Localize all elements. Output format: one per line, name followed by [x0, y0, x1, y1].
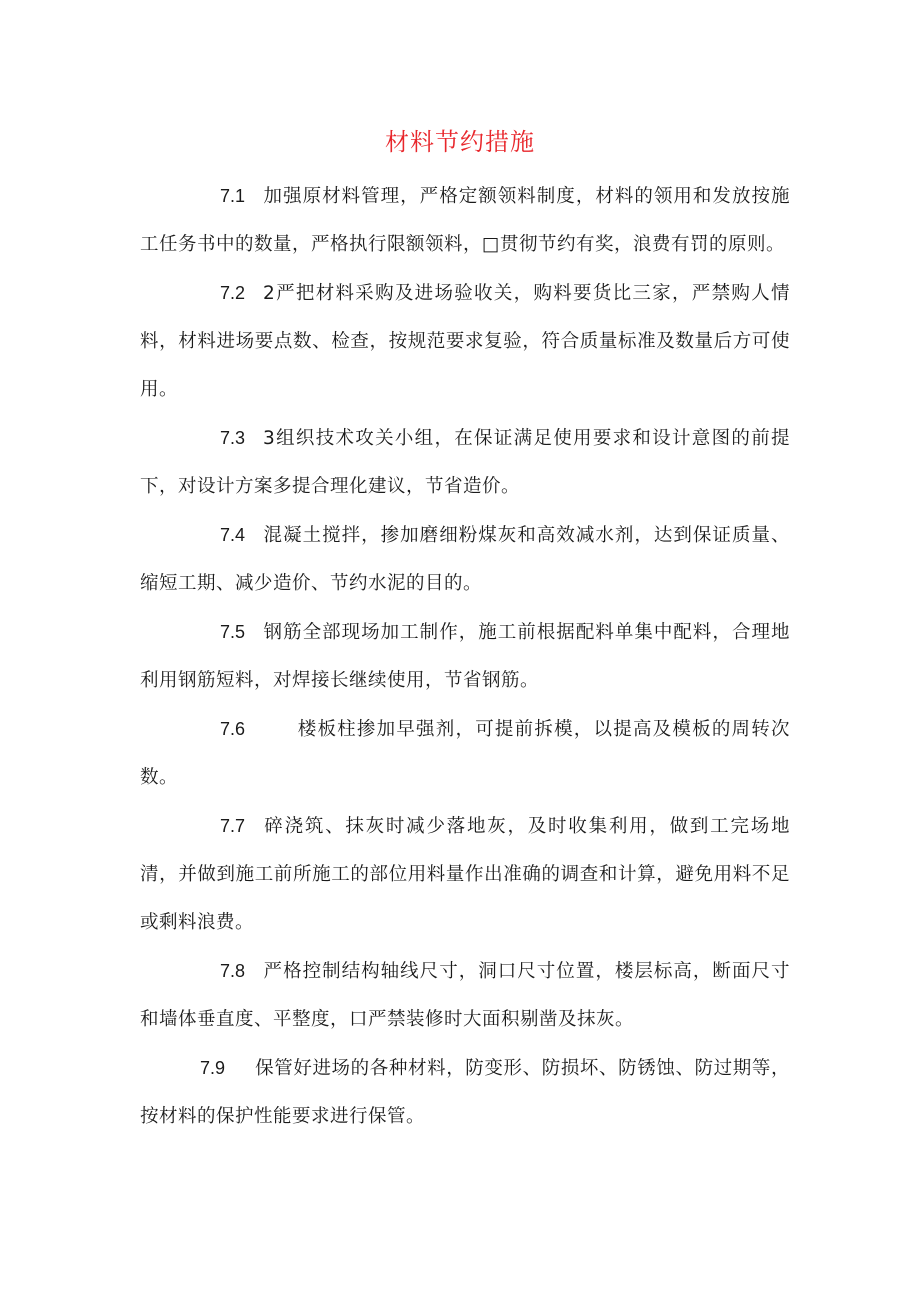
paragraph-7-4: [140, 511, 790, 608]
section-number: 7.2: [220, 283, 246, 303]
paragraph-7-2: [140, 269, 790, 414]
paragraph-7-6: [140, 705, 790, 802]
section-number: 7.5: [220, 622, 246, 642]
section-number: 7.3: [220, 428, 246, 448]
paragraph-7-3: [140, 414, 790, 511]
paragraph-text: 加强原材料管理，严格定额领料制度，材料的领用和发放按施工任务书中的数量，严格执行限额领料，□贯彻节约有奖，浪费有罚的原则。: [140, 186, 790, 255]
paragraph-text: 楼板柱掺加早强剂，可提前拆模，以提高及模板的周转次数。: [140, 719, 790, 788]
section-number: 7.6: [220, 719, 246, 739]
paragraph-text: 混凝土搅拌，掺加磨细粉煤灰和高效减水剂，达到保证质量、缩短工期、减少造价、节约水泥的目的。: [140, 525, 790, 594]
paragraph-7-8: [140, 947, 790, 1044]
section-number: 7.7: [220, 816, 246, 836]
paragraph-text: 2严把材料采购及进场验收关，购料要货比三家，严禁购人情料，材料进场要点数、检查，按规范要求复验，符合质量标准及数量后方可使用。: [140, 283, 790, 400]
paragraph-text: 碎浇筑、抹灰时减少落地灰，及时收集利用，做到工完场地清，并做到施工前所施工的部位用料量作出准确的调查和计算，避免用料不足或剩料浪费。: [140, 816, 790, 933]
section-number: 7.9: [200, 1058, 226, 1078]
section-number: 7.4: [220, 525, 246, 545]
document-body: [140, 172, 790, 1141]
document-title: 材料节约措施: [385, 128, 535, 156]
paragraph-7-1: [140, 172, 790, 269]
paragraph-7-7: [140, 802, 790, 947]
paragraph-text: 保管好进场的各种材料，防变形、防损坏、防锈蚀、防过期等，按材料的保护性能要求进行保管。: [140, 1058, 790, 1127]
paragraph-text: 钢筋全部现场加工制作，施工前根据配料单集中配料，合理地利用钢筋短料，对焊接长继续使用，节省钢筋。: [140, 622, 790, 691]
paragraph-7-5: [140, 608, 790, 705]
paragraph-text: 3组织技术攻关小组，在保证满足使用要求和设计意图的前提下，对设计方案多提合理化建议，节省造价。: [140, 428, 790, 497]
section-number: 7.1: [220, 186, 246, 206]
section-number: 7.8: [220, 961, 246, 981]
paragraph-7-9: [140, 1044, 790, 1141]
paragraph-text: 严格控制结构轴线尺寸，洞口尺寸位置，楼层标高，断面尺寸和墙体垂直度、平整度，口严禁装修时大面积剔凿及抹灰。: [140, 961, 790, 1030]
